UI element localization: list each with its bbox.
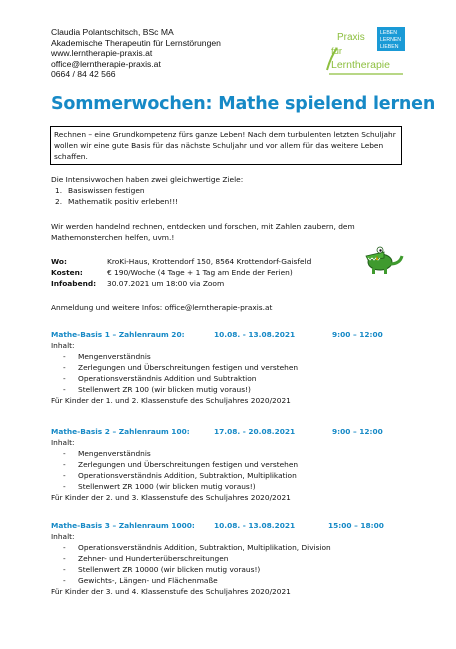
goal-item: 2. Mathematik positiv erleben!!!	[55, 197, 179, 206]
list-item: - Stellenwert ZR 1000 (wir blicken mutig voraus!)	[51, 481, 411, 492]
list-item: - Gewichts-, Längen- und Flächenmaße	[51, 575, 411, 586]
course-dates: 10.08. - 13.08.2021	[214, 330, 296, 339]
course-content-label: Inhalt:	[51, 341, 75, 350]
registration-contact: Anmeldung und weitere Infos: office@lerntherapie-praxis.at	[51, 303, 273, 312]
course-content-label: Inhalt:	[51, 438, 75, 447]
list-item: - Zerlegungen und Überschreitungen festigen und verstehen	[51, 459, 411, 470]
logo-badge-text-1: LEBEN	[380, 30, 398, 36]
course-dates: 10.08. - 13.08.2021	[214, 521, 296, 530]
info-evening-label: Infoabend:	[51, 279, 97, 288]
logo-text-praxis: Praxis	[337, 32, 365, 43]
list-item: - Operationsverständnis Addition und Subtraktion	[51, 373, 411, 384]
author-title: Akademische Therapeutin für Lernstörungen	[51, 37, 221, 48]
praxis-lerntherapie-logo	[325, 26, 407, 76]
activities-paragraph: Wir werden handelnd rechnen, entdecken und forschen, mit Zahlen zaubern, dem Mathemonsterchen helfen, uvm.!	[51, 222, 355, 242]
goals-intro: Die Intensivwochen haben zwei gleichwertige Ziele:	[51, 175, 244, 184]
course-name: Mathe-Basis 2 – Zahlenraum 100:	[51, 427, 190, 436]
crocodile-illustration	[360, 242, 404, 276]
course-time: 9:00 – 12:00	[332, 427, 383, 436]
letterhead-contact	[51, 27, 221, 80]
logo-badge-text-2: LERNEN	[380, 37, 402, 43]
intro-box: Rechnen – eine Grundkompetenz fürs ganze Leben! Nach dem turbulenten letzten Schuljahr wollen wir eine gute Basis für das nächste Schuljahr und vor allem für das weitere Leben schaffen.	[50, 126, 402, 165]
author-name: Claudia Polantschitsch, BSc MA	[51, 27, 174, 37]
list-item: - Zehner- und Hunderterüberschreitungen	[51, 553, 411, 564]
course-block-2	[51, 426, 411, 503]
list-item: - Operationsverständnis Addition, Subtraktion, Multiplikation, Division	[51, 542, 411, 553]
list-item: - Mengenverständnis	[51, 448, 411, 459]
logo-text-lerntherapie: Lerntherapie	[331, 59, 390, 71]
list-item: - Zerlegungen und Überschreitungen festigen und verstehen	[51, 362, 411, 373]
list-item: - Stellenwert ZR 100 (wir blicken mutig voraus!)	[51, 384, 411, 395]
course-dates: 17.08. - 20.08.2021	[214, 427, 296, 436]
email-link[interactable]: office@lerntherapie-praxis.at	[51, 58, 161, 69]
logo-text-fuer: für	[331, 46, 343, 57]
event-info-table	[51, 256, 311, 289]
course-target-group: Für Kinder der 3. und 4. Klassenstufe des Schuljahres 2020/2021	[51, 587, 291, 596]
info-row-info-evening	[51, 278, 311, 289]
goal-item: 1. Basiswissen festigen	[55, 186, 145, 195]
course-header	[51, 520, 411, 531]
location-value: KroKi-Haus, Krottendorf 150, 8564 Krottendorf-Gaisfeld	[107, 257, 312, 266]
course-target-group: Für Kinder der 2. und 3. Klassenstufe des Schuljahres 2020/2021	[51, 493, 291, 502]
course-header	[51, 426, 411, 437]
course-topics-list	[51, 448, 411, 492]
website-link[interactable]: www.lerntherapie-praxis.at	[51, 48, 153, 59]
cost-value: € 190/Woche (4 Tage + 1 Tag am Ende der Ferien)	[107, 268, 293, 277]
info-evening-value: 30.07.2021 um 18:00 via Zoom	[107, 279, 225, 288]
course-topics-list	[51, 542, 411, 586]
goals-list	[51, 185, 178, 207]
logo-badge-text-3: LIEBEN	[380, 44, 399, 50]
course-header	[51, 329, 411, 340]
phone-number: 0664 / 84 42 566	[51, 69, 116, 80]
page-title: Sommerwochen: Mathe spielend lernen	[51, 94, 436, 114]
course-name: Mathe-Basis 3 – Zahlenraum 1000:	[51, 521, 195, 530]
list-item: - Stellenwert ZR 10000 (wir blicken mutig voraus!)	[51, 564, 411, 575]
course-content-label: Inhalt:	[51, 532, 75, 541]
course-time: 9:00 – 12:00	[332, 330, 383, 339]
list-item: - Mengenverständnis	[51, 351, 411, 362]
location-label: Wo:	[51, 257, 67, 266]
cost-label: Kosten:	[51, 268, 83, 277]
info-row-cost	[51, 267, 311, 278]
course-time: 15:00 – 18:00	[328, 521, 384, 530]
course-target-group: Für Kinder der 1. und 2. Klassenstufe des Schuljahres 2020/2021	[51, 396, 291, 405]
course-block-1	[51, 329, 411, 406]
list-item: - Operationsverständnis Addition, Subtraktion, Multiplikation	[51, 470, 411, 481]
course-block-3	[51, 520, 411, 597]
info-row-location	[51, 256, 311, 267]
course-topics-list	[51, 351, 411, 395]
course-name: Mathe-Basis 1 – Zahlenraum 20:	[51, 330, 185, 339]
